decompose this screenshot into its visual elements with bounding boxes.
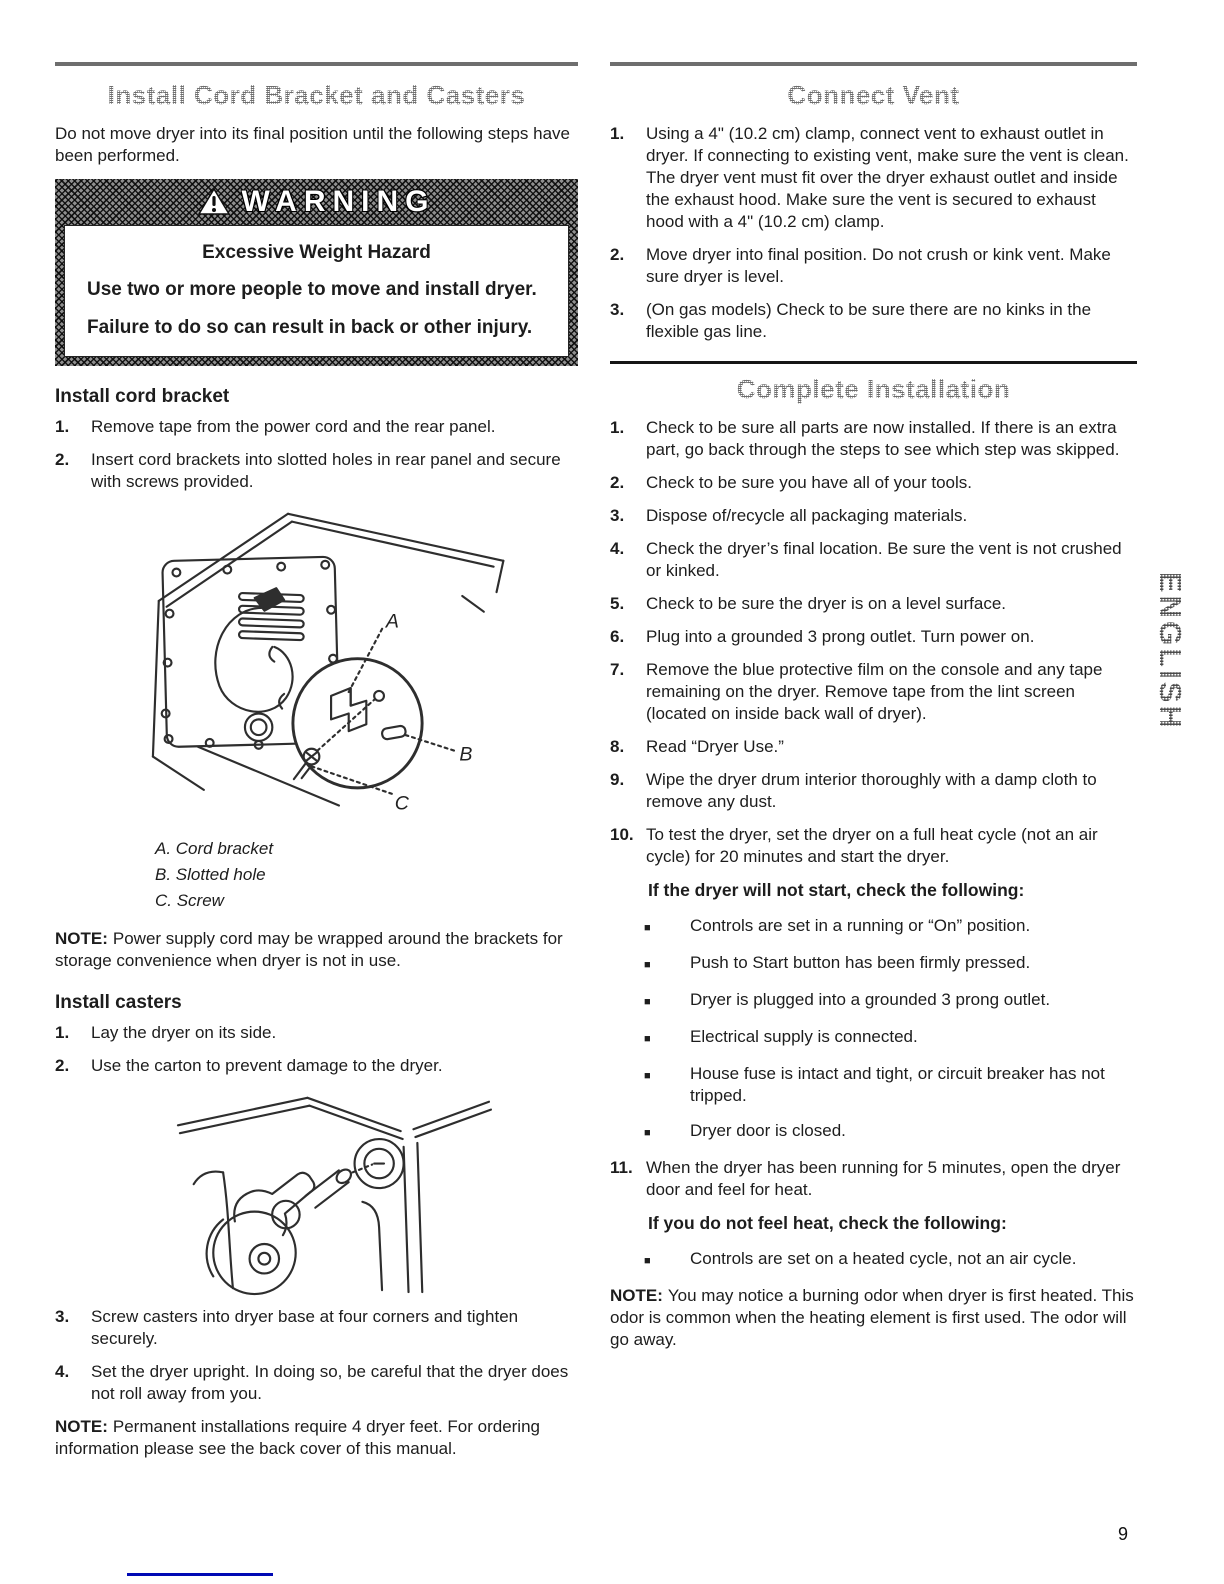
list-item bbox=[55, 416, 578, 438]
list-item bbox=[610, 736, 1137, 758]
subheading-install-cord-bracket: Install cord bracket bbox=[55, 386, 230, 407]
list-item bbox=[644, 1120, 1137, 1144]
list-item bbox=[610, 1157, 1137, 1201]
list-item bbox=[644, 1248, 1137, 1272]
note-label: NOTE: bbox=[55, 1417, 108, 1436]
step-number: 2. bbox=[55, 1056, 70, 1075]
step-number: 5. bbox=[610, 594, 625, 613]
square-bullet-icon: ■ bbox=[644, 1127, 651, 1139]
cord-bracket-steps bbox=[55, 416, 578, 493]
step-number: 3. bbox=[610, 506, 625, 525]
step-text: Check the dryer’s final location. Be sure the vent is not crushed or kinked. bbox=[646, 539, 1122, 580]
bullet-text: House fuse is intact and tight, or circuit breaker has not tripped. bbox=[690, 1064, 1105, 1105]
step-number: 9. bbox=[610, 770, 625, 789]
warning-box bbox=[55, 179, 578, 366]
figure-label-a: A bbox=[385, 610, 399, 633]
caption-line: B. Slotted hole bbox=[155, 865, 266, 884]
figure-label-b: B bbox=[459, 743, 473, 766]
step-number: 3. bbox=[55, 1307, 70, 1326]
list-item bbox=[610, 626, 1137, 648]
list-item bbox=[610, 593, 1137, 615]
square-bullet-icon: ■ bbox=[644, 922, 651, 934]
list-item bbox=[55, 1055, 578, 1077]
connect-vent-steps bbox=[610, 123, 1137, 343]
warning-hazard-line: Excessive Weight Hazard bbox=[202, 242, 431, 263]
bullet-text: Dryer door is closed. bbox=[690, 1121, 846, 1140]
square-bullet-icon: ■ bbox=[644, 1255, 651, 1267]
cord-bracket-figure bbox=[55, 504, 578, 914]
step-text: Check to be sure you have all of your tools. bbox=[646, 473, 973, 492]
bullet-text: Dryer is plugged into a grounded 3 prong outlet. bbox=[690, 990, 1051, 1009]
page-number: 9 bbox=[1118, 1524, 1129, 1544]
step-text: Use the carton to prevent damage to the dryer. bbox=[91, 1056, 443, 1075]
list-item bbox=[644, 1026, 1137, 1050]
step-number: 8. bbox=[610, 737, 625, 756]
list-item bbox=[644, 989, 1137, 1013]
bullet-text: Controls are set in a running or “On” position. bbox=[690, 916, 1031, 935]
step-number: 2. bbox=[55, 450, 70, 469]
step-text: Remove the blue protective film on the console and any tape remaining on the dryer. Remove tape from the lint screen (located on inside back wall of dryer). bbox=[646, 660, 1103, 723]
step-number: 10. bbox=[610, 825, 634, 844]
language-tab-english: ENGLISH bbox=[1153, 572, 1188, 731]
step-text: Plug into a grounded 3 prong outlet. Turn power on. bbox=[646, 627, 1035, 646]
step-number: 1. bbox=[610, 418, 625, 437]
caption-line: C. Screw bbox=[155, 891, 224, 910]
list-item bbox=[55, 1022, 578, 1044]
list-item bbox=[55, 1306, 578, 1350]
check-list-will-not-start bbox=[644, 915, 1137, 1144]
step-text: Dispose of/recycle all packaging materials. bbox=[646, 506, 968, 525]
bullet-text: Controls are set on a heated cycle, not an air cycle. bbox=[690, 1249, 1077, 1268]
list-item bbox=[610, 123, 1137, 233]
section-heading-complete-installation: Complete Installation bbox=[610, 374, 1137, 405]
step-number: 1. bbox=[610, 124, 625, 143]
step-number: 3. bbox=[610, 300, 625, 319]
warning-line-1: Use two or more people to move and install dryer. bbox=[87, 279, 537, 300]
step-text: Wipe the dryer drum interior thoroughly with a damp cloth to remove any dust. bbox=[646, 770, 1097, 811]
square-bullet-icon: ■ bbox=[644, 996, 651, 1008]
column-rule-right bbox=[610, 62, 1137, 66]
note-cord-bracket bbox=[55, 928, 578, 972]
step-text: Check to be sure all parts are now installed. If there is an extra part, go back through the steps to see which step was skipped. bbox=[646, 418, 1120, 459]
step-text: Set the dryer upright. In doing so, be careful that the dryer does not roll away from you. bbox=[91, 1362, 569, 1403]
step-text: Lay the dryer on its side. bbox=[91, 1023, 277, 1042]
list-item bbox=[610, 244, 1137, 288]
check-heading-will-not-start: If the dryer will not start, check the following: bbox=[648, 880, 1025, 900]
square-bullet-icon: ■ bbox=[644, 1070, 651, 1082]
warning-line-2: Failure to do so can result in back or other injury. bbox=[87, 317, 533, 338]
step-text: Move dryer into final position. Do not crush or kink vent. Make sure dryer is level. bbox=[646, 245, 1111, 286]
square-bullet-icon: ■ bbox=[644, 959, 651, 971]
complete-installation-step-11 bbox=[610, 1157, 1137, 1201]
check-list-no-heat bbox=[644, 1248, 1137, 1272]
list-item bbox=[610, 472, 1137, 494]
square-bullet-icon: ■ bbox=[644, 1033, 651, 1045]
list-item bbox=[610, 417, 1137, 461]
note-casters bbox=[55, 1416, 578, 1460]
intro-paragraph: Do not move dryer into its final position until the following steps have been performed. bbox=[55, 124, 570, 165]
list-item bbox=[610, 824, 1137, 868]
section-divider-rule bbox=[610, 361, 1137, 364]
list-item bbox=[644, 915, 1137, 939]
step-number: 7. bbox=[610, 660, 625, 679]
section-heading-install-cord-bracket-and-casters: Install Cord Bracket and Casters bbox=[55, 80, 578, 111]
note-burning-odor bbox=[610, 1285, 1137, 1351]
note-text: Power supply cord may be wrapped around the brackets for storage convenience when dryer is not in use. bbox=[55, 929, 563, 970]
step-text: When the dryer has been running for 5 minutes, open the dryer door and feel for heat. bbox=[646, 1158, 1121, 1199]
list-item bbox=[610, 505, 1137, 527]
step-text: Remove tape from the power cord and the rear panel. bbox=[91, 417, 496, 436]
warning-title: WARNING bbox=[241, 185, 436, 218]
note-text: You may notice a burning odor when dryer is first heated. This odor is common when the heating element is first used. The odor will go away. bbox=[610, 1286, 1134, 1349]
step-text: Using a 4" (10.2 cm) clamp, connect vent to exhaust outlet in dryer. If connecting to existing vent, make sure the vent is clean. The dryer vent must fit over the dryer exhaust outlet and inside the exhaust hood. Make sure the vent is secured to exhaust hood with a 4" (10.2 cm) clamp. bbox=[646, 124, 1129, 231]
step-text: (On gas models) Check to be sure there are no kinks in the flexible gas line. bbox=[646, 300, 1092, 341]
footer-blue-line bbox=[127, 1573, 273, 1576]
note-label: NOTE: bbox=[55, 929, 108, 948]
column-rule-left bbox=[55, 62, 578, 66]
check-heading-no-heat: If you do not feel heat, check the following: bbox=[648, 1213, 1007, 1233]
caster-figure bbox=[55, 1088, 578, 1296]
complete-installation-steps bbox=[610, 417, 1137, 868]
figure-caption bbox=[155, 836, 578, 914]
list-item bbox=[55, 1361, 578, 1405]
note-label: NOTE: bbox=[610, 1286, 663, 1305]
step-number: 2. bbox=[610, 245, 625, 264]
bullet-text: Push to Start button has been firmly pressed. bbox=[690, 953, 1031, 972]
note-text: Permanent installations require 4 dryer feet. For ordering information please see the back cover of this manual. bbox=[55, 1417, 540, 1458]
step-number: 1. bbox=[55, 1023, 70, 1042]
step-text: Read “Dryer Use.” bbox=[646, 737, 784, 756]
step-number: 2. bbox=[610, 473, 625, 492]
bullet-text: Electrical supply is connected. bbox=[690, 1027, 918, 1046]
casters-steps-after bbox=[55, 1306, 578, 1405]
step-number: 1. bbox=[55, 417, 70, 436]
warning-header-band bbox=[64, 179, 569, 225]
step-number: 4. bbox=[610, 539, 625, 558]
list-item bbox=[55, 449, 578, 493]
list-item bbox=[644, 952, 1137, 976]
step-number: 6. bbox=[610, 627, 625, 646]
left-column bbox=[55, 62, 578, 1470]
list-item bbox=[610, 769, 1137, 813]
section-heading-connect-vent: Connect Vent bbox=[610, 80, 1137, 111]
list-item bbox=[610, 659, 1137, 725]
warning-body bbox=[64, 225, 569, 357]
caption-line: A. Cord bracket bbox=[155, 839, 274, 858]
subheading-install-casters: Install casters bbox=[55, 992, 182, 1013]
figure-label-c: C bbox=[394, 792, 409, 815]
list-item bbox=[644, 1063, 1137, 1107]
step-text: Check to be sure the dryer is on a level surface. bbox=[646, 594, 1007, 613]
list-item bbox=[610, 538, 1137, 582]
casters-steps-before bbox=[55, 1022, 578, 1077]
step-text: To test the dryer, set the dryer on a full heat cycle (not an air cycle) for 20 minutes and start the dryer. bbox=[646, 825, 1098, 866]
step-text: Screw casters into dryer base at four corners and tighten securely. bbox=[91, 1307, 519, 1348]
right-column bbox=[610, 62, 1137, 1361]
step-number: 11. bbox=[610, 1158, 633, 1177]
step-text: Insert cord brackets into slotted holes in rear panel and secure with screws provided. bbox=[91, 450, 561, 491]
list-item bbox=[610, 299, 1137, 343]
warning-triangle-icon bbox=[198, 188, 230, 216]
step-number: 4. bbox=[55, 1362, 70, 1381]
